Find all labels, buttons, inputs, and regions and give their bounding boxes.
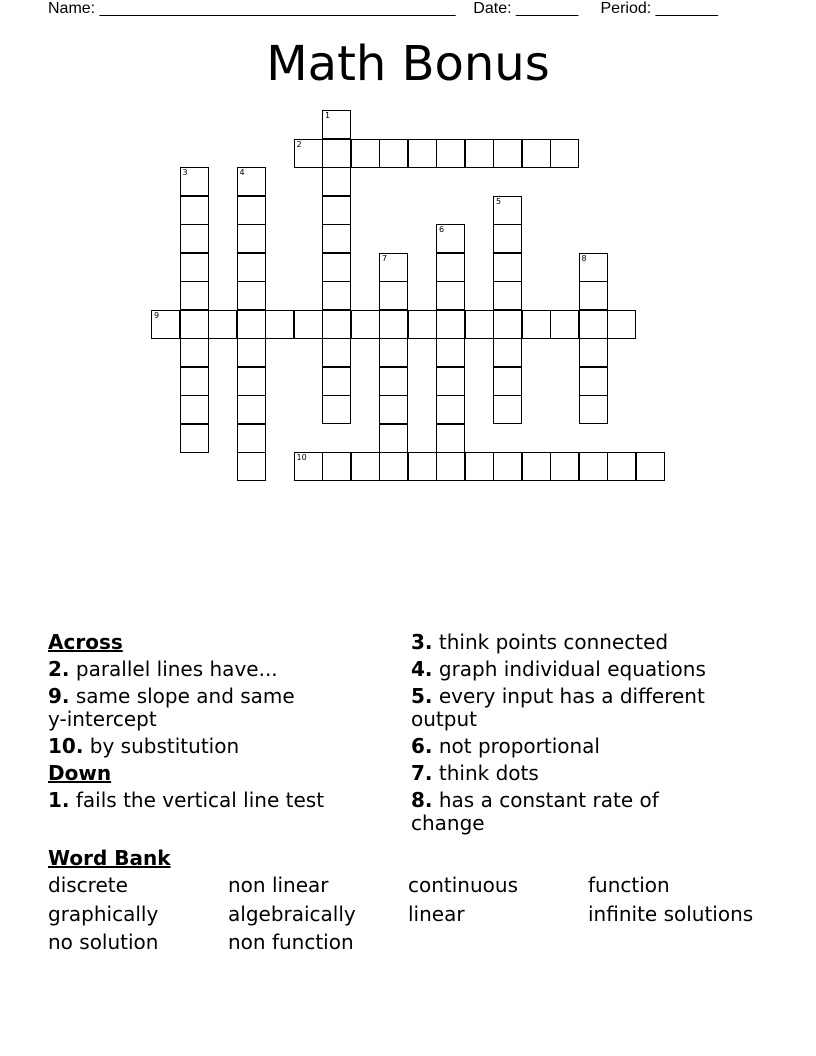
clue-down-1: 1. fails the vertical line test <box>48 788 325 812</box>
header-fields: Name: ________________________________________ Date: _______ Period: _______ <box>48 0 718 17</box>
grid-cell[interactable] <box>237 253 266 282</box>
clue-number: 7 <box>382 253 388 263</box>
grid-cell[interactable] <box>379 452 408 481</box>
clue-down-8: 8. has a constant rate of change <box>411 788 659 835</box>
grid-cell[interactable] <box>579 338 608 367</box>
grid-cell[interactable] <box>322 338 351 367</box>
clue-number: 2 <box>296 139 302 149</box>
grid-cell[interactable] <box>436 338 465 367</box>
grid-cell[interactable] <box>550 139 579 168</box>
grid-cell[interactable] <box>351 452 380 481</box>
grid-cell[interactable] <box>237 395 266 424</box>
grid-cell[interactable] <box>379 424 408 453</box>
grid-cell[interactable] <box>265 310 294 339</box>
clue-number: 5 <box>496 196 502 206</box>
grid-cell[interactable] <box>436 367 465 396</box>
grid-cell[interactable] <box>436 310 465 339</box>
grid-cell[interactable] <box>294 139 323 168</box>
clue-down-6: 6. not proportional <box>411 734 600 758</box>
grid-cell[interactable] <box>436 281 465 310</box>
grid-cell[interactable] <box>351 139 380 168</box>
grid-cell[interactable] <box>379 367 408 396</box>
grid-cell[interactable] <box>322 196 351 225</box>
grid-cell[interactable] <box>237 196 266 225</box>
grid-cell[interactable] <box>180 253 209 282</box>
grid-cell[interactable] <box>408 139 437 168</box>
grid-cell[interactable] <box>579 367 608 396</box>
grid-cell[interactable] <box>180 395 209 424</box>
grid-cell[interactable] <box>151 310 180 339</box>
grid-cell[interactable] <box>237 338 266 367</box>
clue-down-4: 4. graph individual equations <box>411 657 706 681</box>
grid-cell[interactable] <box>522 310 551 339</box>
grid-cell[interactable] <box>379 253 408 282</box>
grid-cell[interactable] <box>379 281 408 310</box>
grid-cell[interactable] <box>579 452 608 481</box>
grid-cell[interactable] <box>579 395 608 424</box>
grid-cell[interactable] <box>180 310 209 339</box>
grid-cell[interactable] <box>493 281 522 310</box>
clues-right-column <box>411 631 741 839</box>
clue-number: 9 <box>154 310 160 320</box>
grid-cell[interactable] <box>322 253 351 282</box>
grid-cell[interactable] <box>208 310 237 339</box>
grid-cell[interactable] <box>322 110 351 139</box>
grid-cell[interactable] <box>465 452 494 481</box>
grid-cell[interactable] <box>636 452 665 481</box>
clue-down-5: 5. every input has a different output <box>411 684 705 731</box>
grid-cell[interactable] <box>180 367 209 396</box>
grid-cell[interactable] <box>493 224 522 253</box>
page-title: Math Bonus <box>266 36 550 92</box>
grid-cell[interactable] <box>436 224 465 253</box>
grid-cell[interactable] <box>237 367 266 396</box>
grid-cell[interactable] <box>180 167 209 196</box>
grid-cell[interactable] <box>436 139 465 168</box>
grid-cell[interactable] <box>465 310 494 339</box>
grid-cell[interactable] <box>322 452 351 481</box>
grid-cell[interactable] <box>436 452 465 481</box>
grid-cell[interactable] <box>550 452 579 481</box>
clue-down-3: 3. think points connected <box>411 630 669 654</box>
grid-cell[interactable] <box>493 338 522 367</box>
grid-cell[interactable] <box>294 310 323 339</box>
grid-cell[interactable] <box>493 367 522 396</box>
word-bank-item: no solution <box>48 930 159 954</box>
grid-cell[interactable] <box>493 310 522 339</box>
grid-cell[interactable] <box>322 310 351 339</box>
grid-cell[interactable] <box>237 424 266 453</box>
grid-cell[interactable] <box>322 395 351 424</box>
grid-cell[interactable] <box>579 253 608 282</box>
grid-cell[interactable] <box>607 310 636 339</box>
grid-cell[interactable] <box>237 167 266 196</box>
grid-cell[interactable] <box>237 224 266 253</box>
grid-cell[interactable] <box>579 281 608 310</box>
grid-cell[interactable] <box>237 281 266 310</box>
grid-cell[interactable] <box>180 224 209 253</box>
clue-across-9: 9. same slope and same y-intercept <box>48 684 295 731</box>
grid-cell[interactable] <box>237 310 266 339</box>
grid-cell[interactable] <box>493 452 522 481</box>
word-bank-item: continuous <box>408 873 518 897</box>
grid-cell[interactable] <box>379 395 408 424</box>
grid-cell[interactable] <box>493 196 522 225</box>
word-bank-item: linear <box>408 902 465 926</box>
grid-cell[interactable] <box>436 253 465 282</box>
word-bank-item: discrete <box>48 873 128 897</box>
grid-cell[interactable] <box>436 395 465 424</box>
grid-cell[interactable] <box>408 310 437 339</box>
across-heading: Across <box>48 630 123 654</box>
grid-cell[interactable] <box>322 367 351 396</box>
grid-cell[interactable] <box>493 139 522 168</box>
word-bank-item: function <box>588 873 670 897</box>
clue-down-7: 7. think dots <box>411 761 539 785</box>
clue-number: 10 <box>296 453 307 462</box>
down-heading: Down <box>48 761 112 785</box>
grid-cell[interactable] <box>522 139 551 168</box>
grid-cell[interactable] <box>322 281 351 310</box>
grid-cell[interactable] <box>379 139 408 168</box>
grid-cell[interactable] <box>493 253 522 282</box>
word-bank-item: non linear <box>228 873 329 897</box>
clue-number: 6 <box>439 225 445 234</box>
grid-cell[interactable] <box>237 452 266 481</box>
clue-number: 8 <box>581 253 587 263</box>
grid-cell[interactable] <box>180 196 209 225</box>
grid-cell[interactable] <box>379 338 408 367</box>
clue-across-2: 2. parallel lines have... <box>48 657 278 681</box>
grid-cell[interactable] <box>322 224 351 253</box>
clues-left-column <box>48 631 368 816</box>
grid-cell[interactable] <box>180 338 209 367</box>
grid-cell[interactable] <box>607 452 636 481</box>
grid-cell[interactable] <box>579 310 608 339</box>
grid-cell[interactable] <box>351 310 380 339</box>
grid-cell[interactable] <box>322 139 351 168</box>
grid-cell[interactable] <box>294 452 323 481</box>
grid-cell[interactable] <box>180 424 209 453</box>
word-bank-title: Word Bank <box>48 846 171 870</box>
clue-number: 1 <box>325 111 331 120</box>
clue-number: 3 <box>182 168 188 177</box>
grid-cell[interactable] <box>322 167 351 196</box>
grid-cell[interactable] <box>522 452 551 481</box>
grid-cell[interactable] <box>465 139 494 168</box>
word-bank-item: graphically <box>48 902 159 926</box>
grid-cell[interactable] <box>493 395 522 424</box>
grid-cell[interactable] <box>379 310 408 339</box>
grid-cell[interactable] <box>408 452 437 481</box>
grid-cell[interactable] <box>550 310 579 339</box>
clue-across-10: 10. by substitution <box>48 734 240 758</box>
word-bank-item: non function <box>228 930 354 954</box>
grid-cell[interactable] <box>180 281 209 310</box>
word-bank-item: infinite solutions <box>588 902 754 926</box>
clue-number: 4 <box>239 168 245 177</box>
grid-cell[interactable] <box>436 424 465 453</box>
word-bank-item: algebraically <box>228 902 356 926</box>
